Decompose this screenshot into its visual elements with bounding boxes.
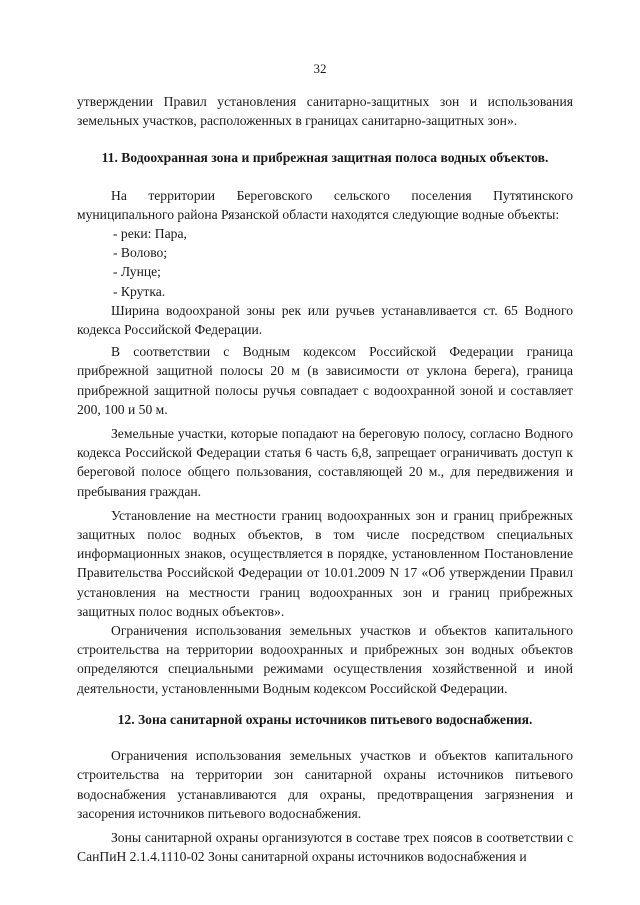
document-body	[77, 92, 573, 866]
section-11-paragraph-5: Ограничения использования земельных участков и объектов капитального строительства на территории водоохранных и прибрежных зон водных объектов определяются специальными режимами осуществления хозяйственной и иной деятельности, установленными Водным кодексом Российской Федерации.	[77, 623, 573, 696]
section-11-paragraph-2: В соответствии с Водным кодексом Российской Федерации граница прибрежной защитной полосы 20 м (в зависимости от уклона берега), граница прибрежной защитной полосы ручья совпадает с водоохранной зоной и составляет 200, 100 и 50 м.	[77, 344, 573, 417]
water-object-item: - Лунце;	[113, 264, 161, 280]
section-11-paragraph-4: Установление на местности границ водоохранных зон и границ прибрежных защитных полос водных объектов, в том числе посредством специальных информационных знаков, осуществляется в порядке, установленном Постановление Правительства Российской Федерации от 10.01.2009 N 17 «Об утверждении Правил установления на местности границ водоохранных зон и границ прибрежных защитных полос водных объектов».	[77, 507, 573, 619]
section-11-heading: 11. Водоохранная зона и прибрежная защитная полоса водных объектов.	[101, 150, 549, 166]
intro-paragraph: утверждении Правил установления санитарно-защитных зон и использования земельных участков, расположенных в границах санитарно-защитных зон».	[77, 94, 573, 129]
page-number: 32	[313, 61, 327, 76]
water-object-item: - Волово;	[113, 245, 168, 261]
section-11-paragraph-3: Земельные участки, которые попадают на береговую полосу, согласно Водного кодекса Российской Федерации статья 6 часть 6,8, запрещает ограничивать доступ к береговой полосе общего пользования, составляющей 20 м., для передвижения и пребывания граждан.	[77, 426, 573, 499]
water-object-item: - Крутка.	[113, 283, 166, 299]
section-12-heading: 12. Зона санитарной охраны источников питьевого водоснабжения.	[117, 711, 533, 727]
section-11-paragraph-1: Ширина водоохраной зоны рек или ручьев устанавливается ст. 65 Водного кодекса Российской Федерации.	[77, 302, 573, 338]
water-object-item: - реки: Пара,	[113, 226, 187, 242]
section-12-paragraph-1: Ограничения использования земельных участков и объектов капитального строительства на территории зон санитарной охраны источников питьевого водоснабжения устанавливаются для охраны, предотвращения загрязнения и засорения источников питьевого водоснабжения.	[77, 748, 573, 821]
section-12-paragraph-2: Зоны санитарной охраны организуются в составе трех поясов в соответствии с СанПиН 2.1.4.1110-02 Зоны санитарной охраны источников водоснабжения и	[77, 829, 573, 865]
section-11-lead: На территории Береговского сельского поселения Путятинского муниципального района Рязанской области находятся следующие водные объекты:	[77, 187, 573, 222]
